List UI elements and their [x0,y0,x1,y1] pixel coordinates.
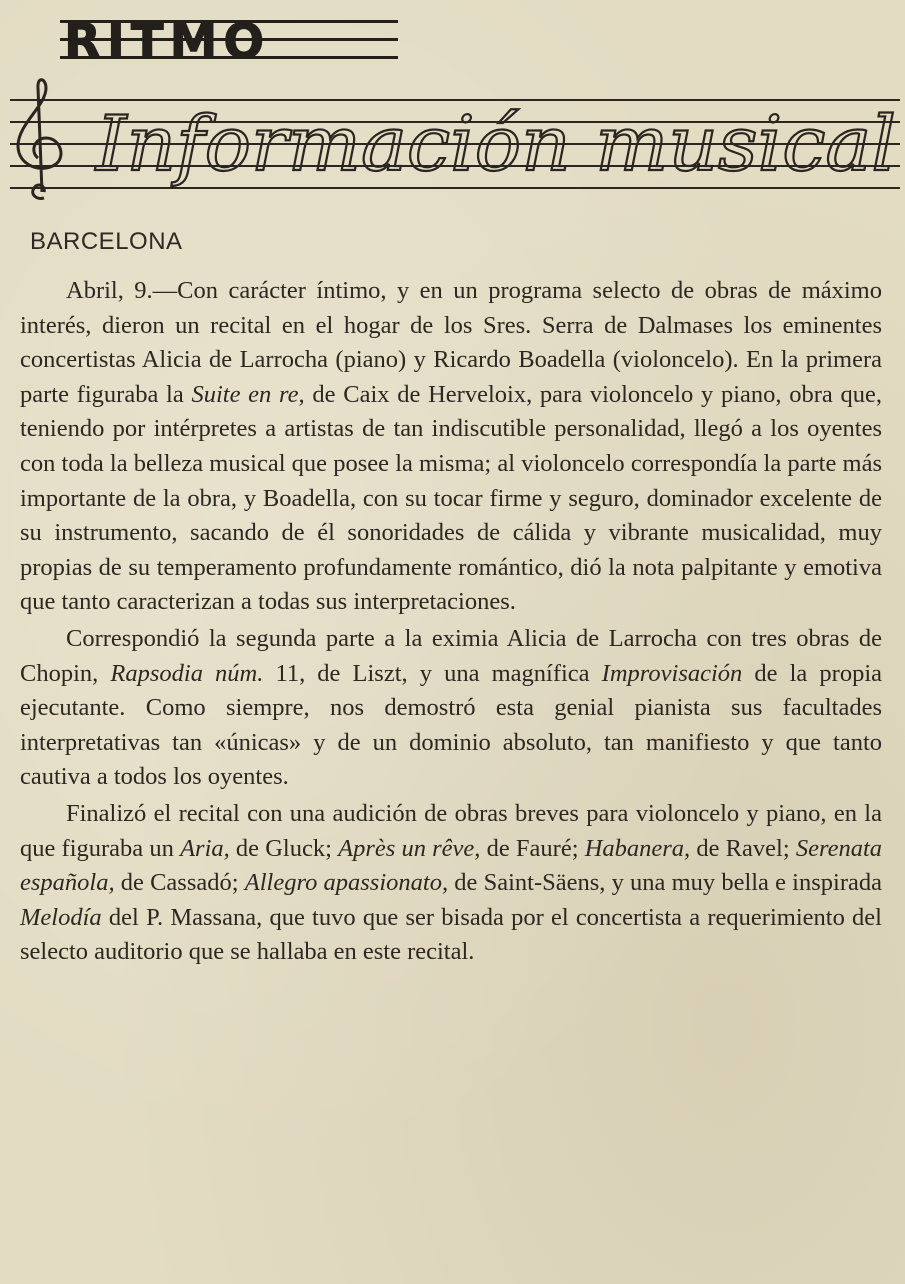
article-paragraph-1 [20,274,882,620]
text-run: de Caix de Herveloix, para violoncelo y piano, obra que, teniendo por intérpretes a artistas de tan indiscutible personalidad, llegó a los oyentes con toda la belleza musical que posee la misma; al violoncelo correspondía la parte más importante de la obra, y Boadella, con su tocar firme y seguro, dominador excelente de su instrumento, sacando de él sonoridades de cálida y vibrante musicalidad, muy propias de su temperamento profundamente romántico, dió la nota palpitante y emotiva que tanto caracterizan a todas sus interpretaciones. [20,380,882,616]
text-run: de la propia ejecutante. Como siempre, nos demostró esta genial pianista sus facultades interpretativas tan «únicas» y de un dominio absoluto, tan manifiesto y que tanto cautiva a todos los oyentes. [20,659,882,791]
magazine-logo [60,14,398,70]
masthead [0,0,905,210]
italic-title: Improvisación [601,659,743,687]
italic-title: Serenata española, [20,834,883,897]
text-run: de Gluck; [229,834,339,862]
italic-title: Melodía [20,903,102,931]
article-paragraph-2 [20,622,882,795]
italic-title: Rapsodia núm. [110,659,264,687]
magazine-title: RITMO [64,14,271,70]
text-run: de Fauré; [480,834,585,862]
text-run: de Saint-Säens, y una muy bella e inspirada [448,869,882,897]
text-run: Finalizó el recital con una audición de obras breves para violoncelo y piano, en la que figuraba un [20,799,882,862]
article [20,222,882,970]
article-paragraph-3 [20,797,882,970]
italic-title: Aria, [180,834,230,862]
text-run: Correspondió la segunda parte a la eximia Alicia de Larrocha con tres obras de Chopin, [20,624,882,687]
section-title-script: Información musical [93,99,896,188]
italic-title: Suite en re, [191,380,305,408]
italic-title: Habanera, [584,834,691,862]
text-run: Abril, 9.—Con carácter íntimo, y en un programa selecto de obras de máximo interés, dieron un recital en el hogar de los Sres. Serra de Dalmases los eminentes concertistas Alicia de Larrocha (piano) y Ricardo Boadella (violoncelo). En la primera parte figuraba la [20,277,882,408]
italic-title: Allegro apassionato, [244,869,449,897]
text-run: del P. Massana, que tuvo que ser bisada por el concertista a requerimiento del selecto auditorio que se hallaba en este recital. [20,903,882,966]
section-header-staff [0,78,905,208]
text-run: de Ravel; [690,834,796,862]
treble-clef-icon [18,80,61,199]
text-run: 11, de Liszt, y una magnífica [263,659,602,687]
city-heading: BARCELONA [30,228,183,255]
italic-title: Après un rêve, [338,834,481,862]
text-run: de Cassadó; [114,869,245,897]
